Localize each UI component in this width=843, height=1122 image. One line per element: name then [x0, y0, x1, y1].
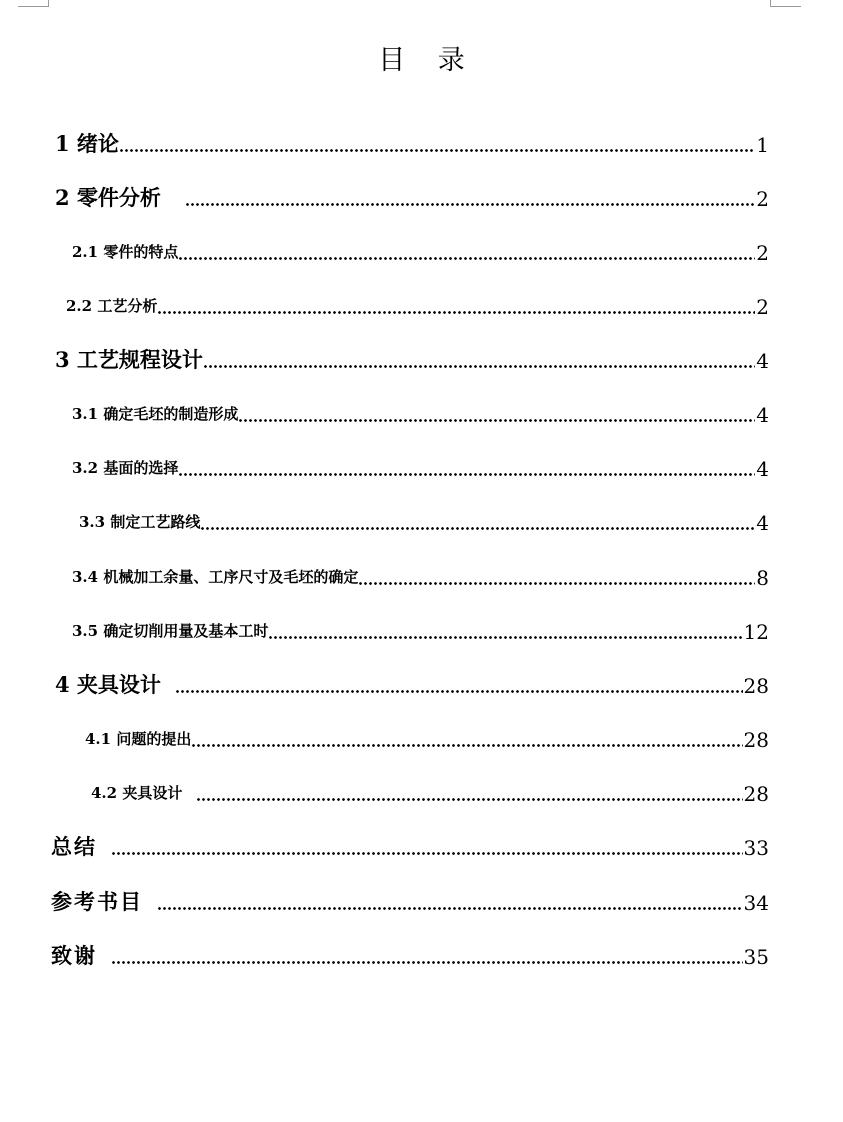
- toc-entry-label: 2.1 零件的特点: [72, 243, 179, 261]
- toc-entry-page: 33: [743, 836, 769, 860]
- toc-entry[interactable]: [51, 939, 769, 971]
- toc-entry-label: 3 工艺规程设计: [55, 347, 203, 372]
- toc-dot-leader: [197, 792, 742, 802]
- toc-dot-leader: [158, 305, 755, 315]
- toc-entry-label: 3.5 确定切削用量及基本工时: [72, 622, 269, 640]
- toc-entry[interactable]: [55, 181, 769, 213]
- toc-entry-page: 2: [756, 295, 769, 319]
- toc-entry[interactable]: [55, 668, 769, 700]
- toc-dot-leader: [176, 684, 743, 694]
- toc-entry[interactable]: [51, 885, 769, 917]
- toc-dot-leader: [120, 143, 755, 153]
- toc-entry-page: 1: [756, 133, 769, 157]
- toc-entry[interactable]: [51, 830, 769, 862]
- toc-entry[interactable]: [66, 289, 769, 321]
- page-title: 目 录: [378, 45, 477, 76]
- toc-entry-page: 4: [756, 349, 769, 373]
- toc-entry-label: 3.3 制定工艺路线: [79, 513, 201, 531]
- toc-entry-label: 致谢: [51, 943, 97, 968]
- toc-dot-leader: [186, 197, 755, 207]
- toc-entry-page: 2: [756, 187, 769, 211]
- toc-entry-page: 8: [756, 566, 769, 590]
- toc-entry-label: 4 夹具设计: [55, 672, 161, 697]
- toc-dot-leader: [192, 738, 742, 748]
- toc-entry[interactable]: [91, 776, 769, 808]
- toc-entry-label: 3.1 确定毛坯的制造形成: [72, 405, 239, 423]
- toc-entry-label: 4.1 问题的提出: [85, 730, 192, 748]
- toc-entry-label: 2.2 工艺分析: [66, 297, 158, 315]
- toc-entry-label: 2 零件分析: [55, 185, 161, 210]
- toc-entry-page: 28: [743, 728, 769, 752]
- toc-dot-leader: [269, 630, 742, 640]
- toc-dot-leader: [179, 251, 755, 261]
- toc-entry[interactable]: [79, 505, 769, 537]
- toc-entry-label: 1 绪论: [55, 131, 119, 156]
- toc-entry[interactable]: [72, 451, 769, 483]
- toc-entry[interactable]: [72, 235, 769, 267]
- toc-entry[interactable]: [72, 397, 769, 429]
- toc-entry-page: 2: [756, 241, 769, 265]
- toc-entry[interactable]: [55, 127, 769, 159]
- toc-dot-leader: [112, 846, 743, 856]
- toc-entry-page: 4: [756, 511, 769, 535]
- toc-entry-label: 3.4 机械加工余量、工序尺寸及毛坯的确定: [72, 568, 359, 586]
- toc-entry-page: 35: [743, 945, 769, 969]
- toc-entry-page: 28: [743, 674, 769, 698]
- toc-dot-leader: [112, 955, 743, 965]
- toc-dot-leader: [359, 576, 755, 586]
- page-corner-mark-right: [770, 0, 801, 7]
- toc-entry-label: 参考书目: [51, 889, 143, 914]
- toc-entry-page: 4: [756, 457, 769, 481]
- toc-entry-label: 3.2 基面的选择: [72, 459, 179, 477]
- toc-dot-leader: [179, 467, 755, 477]
- toc-entry[interactable]: [72, 560, 769, 592]
- toc-dot-leader: [201, 521, 755, 531]
- toc-entry-page: 28: [743, 782, 769, 806]
- toc-entry-page: 12: [743, 620, 769, 644]
- toc-dot-leader: [239, 413, 755, 423]
- page-corner-mark-left: [18, 0, 49, 7]
- toc-entry-page: 34: [743, 891, 769, 915]
- toc-entry[interactable]: [72, 614, 769, 646]
- toc-entry-label: 总结: [51, 834, 97, 859]
- toc-entry[interactable]: [85, 722, 769, 754]
- toc-dot-leader: [204, 359, 755, 369]
- toc-entry-label: 4.2 夹具设计: [91, 784, 183, 802]
- toc-entry[interactable]: [55, 343, 769, 375]
- toc-dot-leader: [158, 901, 743, 911]
- toc-entry-page: 4: [756, 403, 769, 427]
